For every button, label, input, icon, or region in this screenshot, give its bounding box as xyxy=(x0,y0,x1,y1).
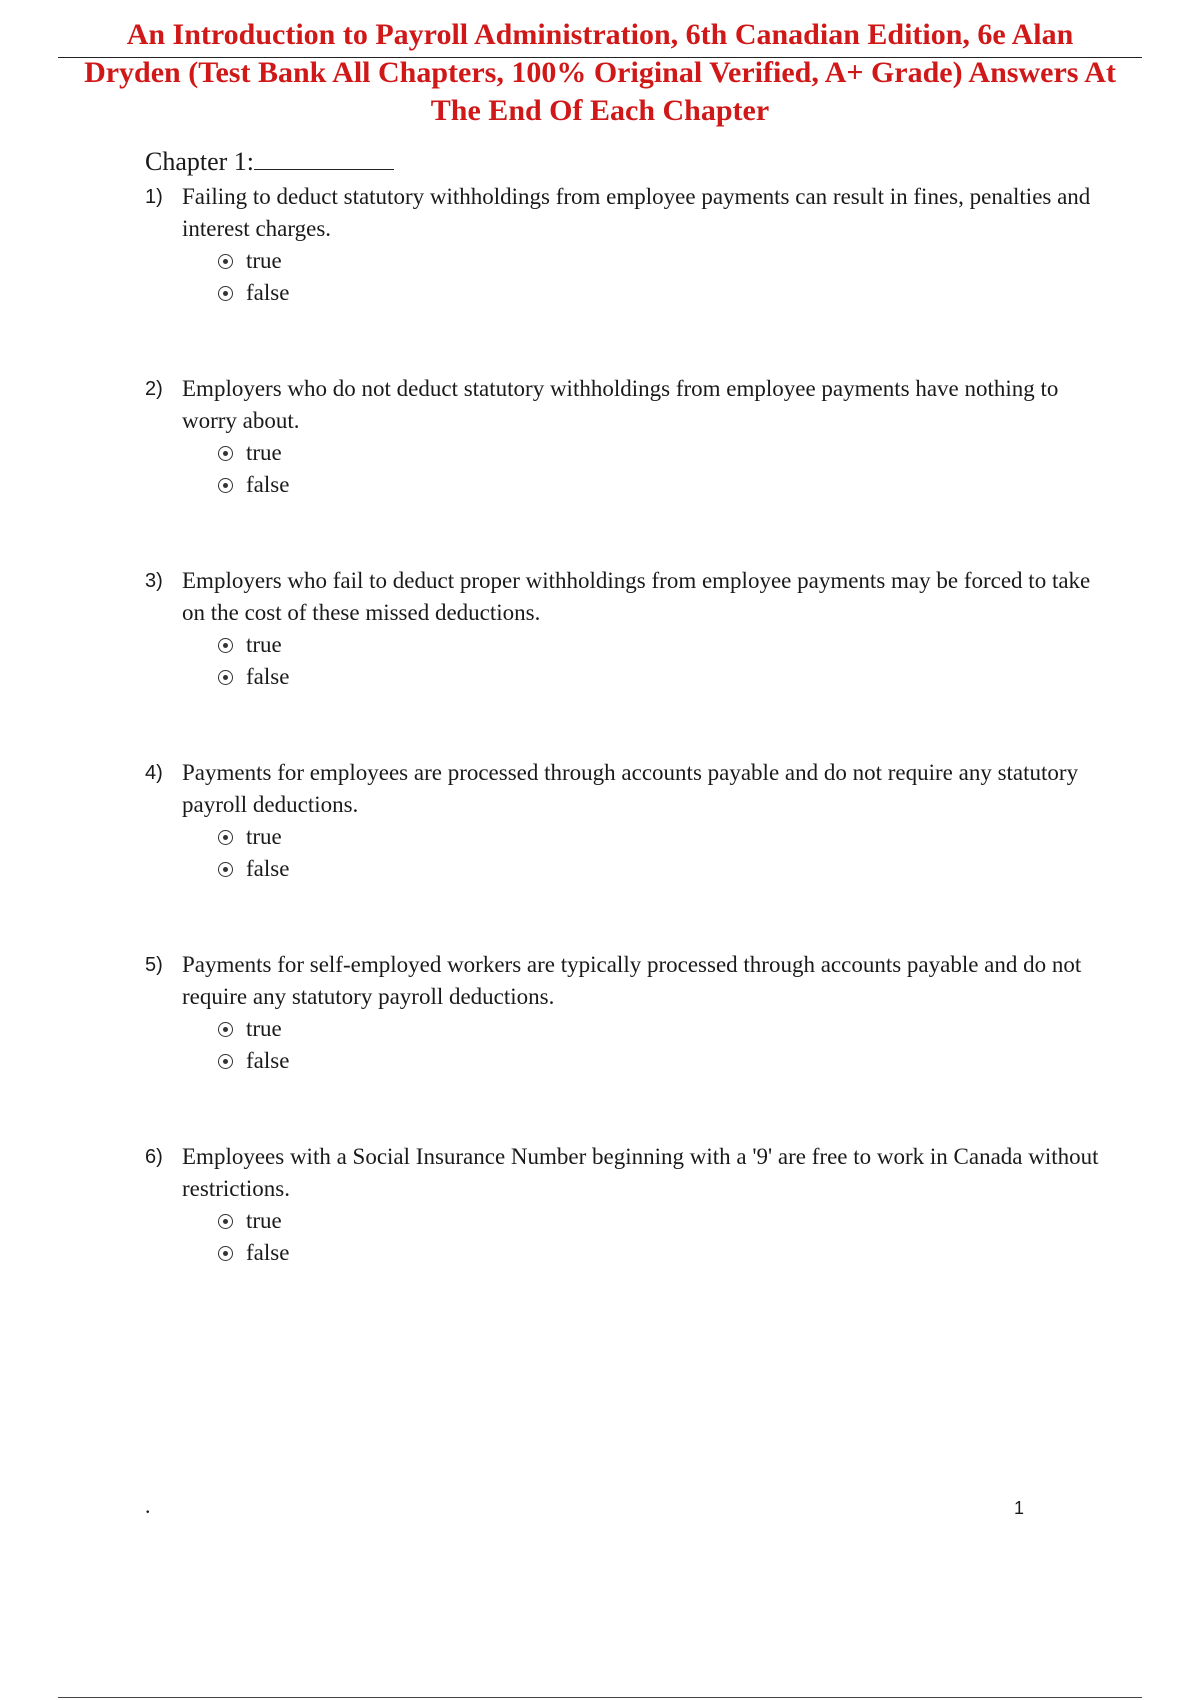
option-label: true xyxy=(246,824,282,849)
answer-options xyxy=(218,437,289,501)
radio-icon[interactable] xyxy=(218,254,233,269)
option-label: false xyxy=(246,1240,290,1265)
question-number: 1) xyxy=(145,186,163,208)
option-label: false xyxy=(246,1048,290,1073)
option-label: true xyxy=(246,248,282,273)
question-text: Payments for employees are processed through accounts payable and do not require any statutory payroll deductions. xyxy=(182,760,1079,817)
radio-icon[interactable] xyxy=(218,670,233,685)
option-true[interactable] xyxy=(218,629,289,661)
option-false[interactable] xyxy=(218,1237,289,1269)
title-line-3: The End Of Each Chapter xyxy=(430,94,770,127)
question-text: Employees with a Social Insurance Number beginning with a '9' are free to work in Canada without restrictions. xyxy=(182,1144,1099,1201)
question-1 xyxy=(145,181,1105,373)
radio-icon[interactable] xyxy=(218,862,233,877)
radio-icon[interactable] xyxy=(218,446,233,461)
radio-icon[interactable] xyxy=(218,1054,233,1069)
option-false[interactable] xyxy=(218,469,289,501)
option-label: true xyxy=(246,1016,282,1041)
option-false[interactable] xyxy=(218,277,289,309)
option-true[interactable] xyxy=(218,245,289,277)
bottom-divider xyxy=(58,1697,1142,1698)
option-false[interactable] xyxy=(218,853,289,885)
answer-options xyxy=(218,245,289,309)
title-divider xyxy=(58,57,1142,58)
option-true[interactable] xyxy=(218,1013,289,1045)
page-number: 1 xyxy=(1014,1498,1025,1518)
question-text: Employers who do not deduct statutory withholdings from employee payments have nothing to worry about. xyxy=(182,376,1059,433)
question-list xyxy=(145,181,1105,1333)
option-label: false xyxy=(246,664,290,689)
radio-icon[interactable] xyxy=(218,1022,233,1037)
chapter-blank-line xyxy=(254,147,394,170)
option-label: true xyxy=(246,632,282,657)
question-number: 2) xyxy=(145,378,163,400)
question-5 xyxy=(145,949,1105,1141)
title-line-1: An Introduction to Payroll Administration, 6th Canadian Edition, 6e Alan xyxy=(126,18,1074,51)
title-line-2: Dryden (Test Bank All Chapters, 100% Original Verified, A+ Grade) Answers At xyxy=(84,56,1116,89)
option-label: false xyxy=(246,280,290,305)
option-false[interactable] xyxy=(218,1045,289,1077)
question-6 xyxy=(145,1141,1105,1333)
answer-options xyxy=(218,629,289,693)
question-2 xyxy=(145,373,1105,565)
radio-icon[interactable] xyxy=(218,1214,233,1229)
answer-options xyxy=(218,1205,289,1269)
question-text: Employers who fail to deduct proper withholdings from employee payments may be forced to take on the cost of these missed deductions. xyxy=(182,568,1091,625)
answer-options xyxy=(218,821,289,885)
radio-icon[interactable] xyxy=(218,478,233,493)
option-label: true xyxy=(246,1208,282,1233)
question-number: 4) xyxy=(145,762,163,784)
question-text: Failing to deduct statutory withholdings from employee payments can result in fines, penalties and interest charges. xyxy=(182,184,1091,241)
option-false[interactable] xyxy=(218,661,289,693)
option-true[interactable] xyxy=(218,821,289,853)
question-4 xyxy=(145,757,1105,949)
radio-icon[interactable] xyxy=(218,830,233,845)
radio-icon[interactable] xyxy=(218,1246,233,1261)
answer-options xyxy=(218,1013,289,1077)
option-label: true xyxy=(246,440,282,465)
option-label: false xyxy=(246,856,290,881)
option-true[interactable] xyxy=(218,437,289,469)
chapter-label: Chapter 1: xyxy=(145,147,255,176)
question-text: Payments for self-employed workers are typically processed through accounts payable and do not require any statutory payroll deductions. xyxy=(182,952,1082,1009)
question-3 xyxy=(145,565,1105,757)
option-label: false xyxy=(246,472,290,497)
radio-icon[interactable] xyxy=(218,286,233,301)
document-title xyxy=(58,16,1142,130)
option-true[interactable] xyxy=(218,1205,289,1237)
question-number: 3) xyxy=(145,570,163,592)
question-number: 6) xyxy=(145,1146,163,1168)
question-number: 5) xyxy=(145,954,163,976)
radio-icon[interactable] xyxy=(218,638,233,653)
footer-mark: . xyxy=(145,1493,151,1518)
chapter-heading xyxy=(145,146,394,178)
